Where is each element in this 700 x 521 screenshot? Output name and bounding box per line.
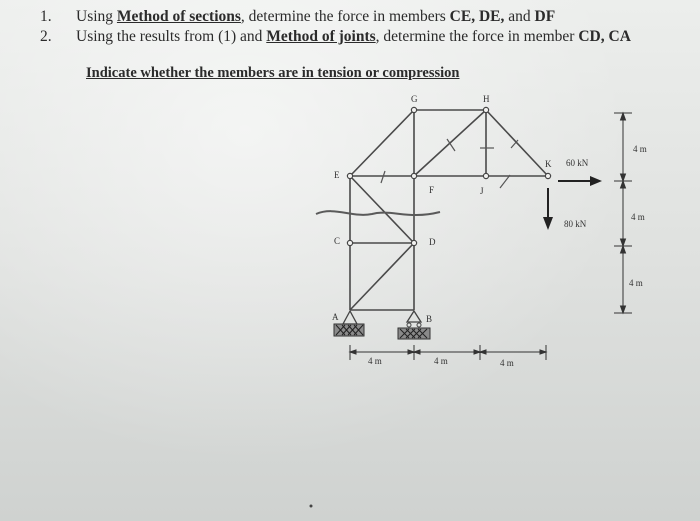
node-G — [411, 107, 416, 112]
label-E: E — [334, 170, 340, 180]
label-K: K — [545, 159, 552, 169]
dim-v-2: 4 m — [631, 212, 645, 222]
horizontal-dimension-labels — [368, 356, 514, 368]
instruction-text: Indicate whether the members are in tension or compression — [86, 65, 460, 81]
member-EG — [350, 110, 414, 176]
node-J — [483, 173, 488, 178]
support-A — [334, 311, 364, 336]
node-F — [411, 173, 416, 178]
q2-members: CD, CA — [578, 28, 631, 45]
node-C — [347, 240, 352, 245]
q1-part-c: and — [504, 8, 535, 25]
member-AD — [350, 243, 414, 310]
node-K — [545, 173, 550, 178]
label-G: G — [411, 94, 418, 104]
pencil-marks — [381, 139, 518, 188]
label-C: C — [334, 236, 341, 246]
label-F: F — [429, 185, 435, 195]
q1-method: Method of sections — [116, 8, 241, 25]
dim-h-1: 4 m — [368, 356, 382, 366]
question-1-number: 1. — [40, 8, 52, 25]
stray-mark — [310, 505, 313, 508]
dim-h-3: 4 m — [500, 358, 514, 368]
label-B: B — [426, 314, 433, 324]
q2-method: Method of joints — [266, 28, 376, 45]
q1-part-a: Using — [76, 8, 117, 25]
q2-part-a: Using the results from (1) and — [76, 28, 267, 45]
question-2-number: 2. — [40, 28, 52, 45]
dim-h-2: 4 m — [434, 356, 448, 366]
node-H — [483, 107, 488, 112]
q1-part-b: , determine the force in members — [240, 8, 450, 25]
node-labels — [332, 94, 552, 324]
q1-members: CE, DE, — [449, 8, 505, 25]
dim-v-3: 4 m — [629, 278, 643, 288]
node-D — [411, 240, 416, 245]
q1-member-last: DF — [534, 8, 556, 25]
vertical-dimension-labels — [629, 144, 647, 288]
label-J: J — [480, 186, 484, 196]
label-H: H — [483, 94, 490, 104]
dim-v-1: 4 m — [633, 144, 647, 154]
truss-members — [350, 110, 548, 310]
load-horizontal-label: 60 kN — [566, 158, 589, 168]
node-E — [347, 173, 352, 178]
label-D: D — [429, 237, 436, 247]
member-ED — [350, 176, 414, 243]
q2-part-b: , determine the force in member — [375, 28, 579, 45]
member-HK — [486, 110, 548, 176]
label-A: A — [332, 312, 339, 322]
section-cut-mark — [316, 211, 440, 215]
load-80kN — [543, 188, 587, 230]
load-vertical-label: 80 kN — [564, 219, 587, 229]
load-60kN — [558, 158, 602, 186]
